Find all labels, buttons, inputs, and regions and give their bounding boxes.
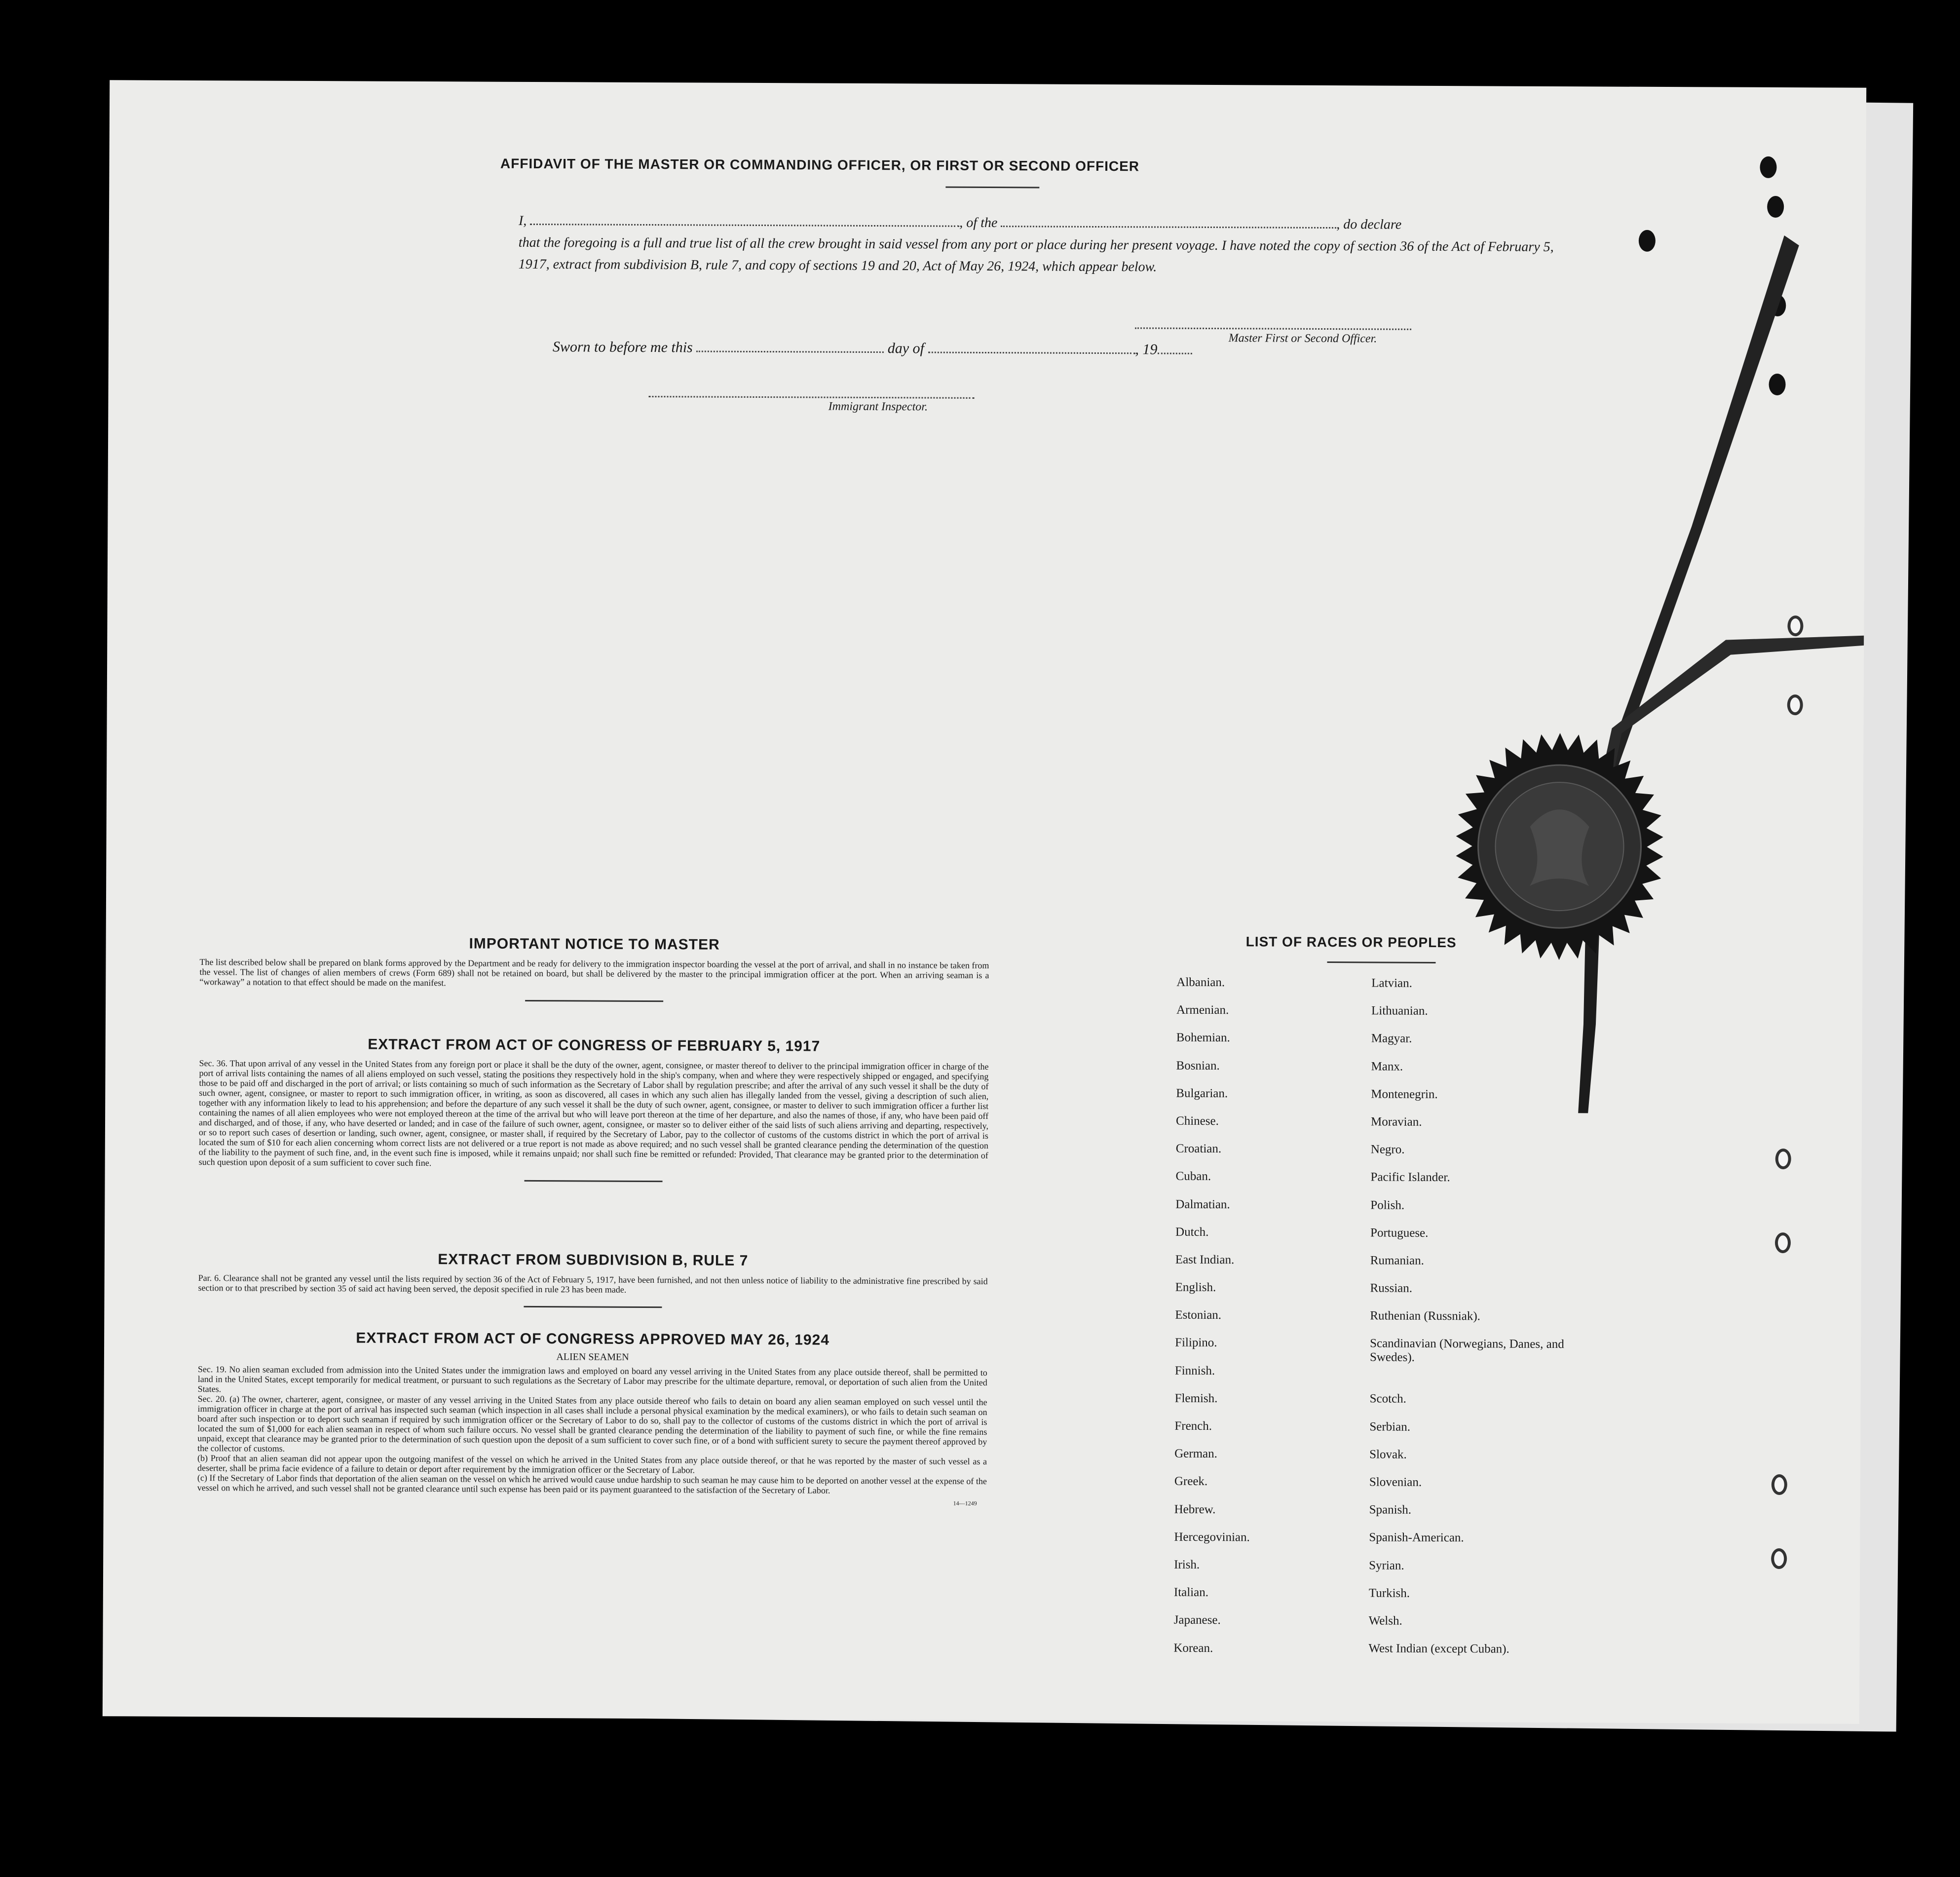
race-item: Manx. [1371, 1059, 1403, 1073]
i-label: I, [518, 213, 527, 229]
race-item: Magyar. [1371, 1032, 1412, 1046]
race-item: Bulgarian. [1176, 1086, 1228, 1100]
day-blank [696, 350, 884, 353]
notice-heading: IMPORTANT NOTICE TO MASTER [469, 935, 720, 953]
affidavit-page [103, 80, 1866, 1724]
race-item: French. [1174, 1419, 1212, 1433]
race-item: Scandinavian (Norwegians, Danes, and Swedes). [1369, 1337, 1564, 1365]
race-item: Italian. [1173, 1585, 1209, 1600]
declaration [519, 210, 1580, 280]
race-item: Korean. [1173, 1641, 1213, 1655]
race-item: Hebrew. [1174, 1502, 1216, 1516]
race-item: Japanese. [1173, 1613, 1221, 1627]
punch-hole [1767, 196, 1784, 218]
race-item: Portuguese. [1370, 1226, 1429, 1240]
month-blank [928, 351, 1135, 354]
race-item: Serbian. [1369, 1420, 1411, 1434]
race-item: Scotch. [1369, 1392, 1406, 1406]
extract-1924 [197, 1329, 988, 1507]
form-number: 14—1249 [953, 1499, 977, 1507]
race-item: Flemish. [1174, 1391, 1218, 1405]
race-item: Rumanian. [1370, 1254, 1424, 1267]
heading-divider [945, 187, 1039, 189]
race-item: Irish. [1174, 1558, 1200, 1571]
race-item: Chinese. [1176, 1114, 1219, 1128]
section-20a-text: Sec. 20. (a) The owner, charterer, agent, consignee, or master of any vessel arriving in the United States from any place outside thereof who fails to detain on board any alien seaman employed on such vessel until the immigration officer in charge at the port of arrival has inspected such seaman (which inspection in all cases shall include a personal physical examination by the medical examiners), or who fails to detain such seaman on board after such inspection or to deport such seaman if required by such immigration officer or the Secretary of Labor to do so, shall pay to the collector of customs of the customs district in which the port of arrival is located the sum of $1,000 for each alien seaman in respect of whom such failure occurs. No vessel shall be granted clearance pending the determination of the liability to payment of such fine, or while the fine remains unpaid, except that clearance may be granted prior to the determination of such question upon the deposit of a sum sufficient to cover such fine, or of a bond with sufficient surety to secure the payment thereof approved by the collector of customs. [197, 1394, 987, 1454]
race-item: Cuban. [1175, 1170, 1211, 1184]
extract-1917 [198, 1035, 988, 1194]
year-blank [1157, 353, 1192, 354]
sworn-label: Sworn to before me this [552, 339, 693, 356]
races-left-column [1173, 976, 1252, 1669]
race-item: Negro. [1370, 1143, 1405, 1156]
section-20c-text: (c) If the Secretary of Labor finds that deportation of the alien seaman on the vessel on which he arrived would cause undue hardship to such seaman he may cause him to be deported on another vessel at the expense of the vessel on which he arrived, and such vessel shall not be granted clearance until such expense has been paid or its payment guaranteed to the satisfaction of the Secretary of Labor. [197, 1473, 987, 1495]
section-20b-text: (b) Proof that an alien seaman did not appear upon the outgoing manifest of the vessel on which he arrived in the United States from any place outside thereof, or that he was reported by the master of such vessel as a deserter, shall be prima facie evidence of a failure to detain or deport after requirement by the immigration officer or the Secretary of Labor. [197, 1453, 987, 1475]
race-item: Polish. [1370, 1198, 1405, 1212]
race-item: Turkish. [1368, 1586, 1410, 1600]
inspector-signature-line [648, 396, 974, 399]
race-item: Armenian. [1176, 1003, 1229, 1017]
punch-hole [1771, 1548, 1787, 1569]
name-blank [530, 224, 959, 227]
race-item: Lithuanian. [1371, 1004, 1428, 1018]
punch-hole [1775, 1232, 1791, 1253]
race-item: Dalmatian. [1175, 1197, 1230, 1211]
race-item: Estonian. [1175, 1308, 1222, 1322]
section-19-text: Sec. 19. No alien seaman excluded from admission into the United States under the immigration laws and employed on board any vessel arriving in the United States from any place outside thereof, shall be permitted to land in the United States, except temporarily for medical treatment, or pursuant to such regulations as the Secretary of Labor may prescribe for the ultimate departure, removal, or deportation of such alien from the United States. [197, 1364, 987, 1394]
race-item: West Indian (except Cuban). [1368, 1642, 1509, 1656]
ribbon-icon [1487, 234, 1866, 1173]
vessel-blank [1001, 226, 1336, 229]
race-item: Spanish. [1369, 1503, 1412, 1517]
section-divider [525, 1180, 663, 1182]
race-item: Russian. [1370, 1281, 1413, 1295]
race-item: Albanian. [1176, 975, 1225, 990]
race-item: Finnish. [1174, 1364, 1215, 1378]
punch-hole [1772, 1474, 1787, 1495]
master-signature-line [1135, 327, 1411, 330]
race-item: Slovak. [1369, 1448, 1407, 1461]
race-item: Ruthenian (Russniak). [1370, 1309, 1480, 1323]
race-item: English. [1175, 1280, 1216, 1295]
race-item: Syrian. [1369, 1558, 1404, 1572]
notice-body: The list described below shall be prepared on blank forms approved by the Department and be ready for delivery to the immigration inspector boarding the vessel at the port of arrival, and shall in no instance be taken from the vessel. The list of changes of alien members of crews (Form 689) shall not be retained on board, but shall be delivered by the master to the principal immigration officer at the port. When an arriving seaman is a “workaway” a notation to that effect should be made on the manifest. [199, 957, 989, 988]
race-item: Moravian. [1371, 1115, 1422, 1129]
races-heading: LIST OF RACES OR PEOPLES [1245, 934, 1457, 951]
of-the-label: , of the [959, 215, 998, 231]
do-declare-label: , do declare [1336, 217, 1402, 232]
race-item: Welsh. [1368, 1614, 1402, 1628]
rule-7-body: Par. 6. Clearance shall not be granted any vessel until the lists required by section 36 of the Act of February 5, 1917, have been furnished, and not then unless notice of liability to the administrative fine prescribed by said section or to that prescribed by section 35 of said act having been served, the deposit specified in rule 23 has been made. [198, 1273, 988, 1295]
section-divider [524, 1306, 662, 1308]
declaration-body: that the foregoing is a full and true list of all the crew brought in said vessel from any port or place during her present voyage. I have noted the copy of section 36 of the Act of February 5, 1917, extract from subdivision B, rule 7, and copy of sections 19 and 20, Act of May 26, 1924, which appear below. [518, 234, 1554, 275]
race-item: Latvian. [1371, 976, 1412, 990]
sworn-line [553, 339, 1192, 358]
extract-rule-7 [198, 1250, 988, 1320]
race-item: Croatian. [1175, 1142, 1222, 1156]
affidavit-heading: AFFIDAVIT OF THE MASTER OR COMMANDING OFFICER, OR FIRST OR SECOND OFFICER [500, 155, 1140, 174]
race-item: German. [1174, 1447, 1217, 1461]
year-prefix: , 19 [1135, 341, 1158, 358]
extract-1924-heading: EXTRACT FROM ACT OF CONGRESS APPROVED MAY 26, 1924 [356, 1330, 830, 1348]
race-item: Pacific Islander. [1370, 1170, 1450, 1185]
races-divider [1327, 961, 1435, 963]
section-divider [525, 1000, 663, 1002]
race-item: Slovenian. [1369, 1475, 1422, 1489]
inspector-signature-label: Immigrant Inspector. [828, 400, 928, 414]
day-of-label: day of [887, 340, 924, 357]
race-item: Filipino. [1175, 1336, 1217, 1350]
important-notice [199, 934, 989, 1014]
master-signature-label: Master First or Second Officer. [1228, 332, 1377, 345]
race-item: Bosnian. [1176, 1059, 1220, 1073]
race-item: East Indian. [1175, 1253, 1235, 1267]
race-item: Bohemian. [1176, 1031, 1230, 1045]
extract-1917-body: Sec. 36. That upon arrival of any vessel in the United States from any foreign port or place it shall be the duty of the owner, agent, consignee, or master thereof to deliver to the principal immigration officer in charge of the port of arrival lists containing the names of all aliens employed on such vessel, stating the positions they respectively hold in the ship's company, when and where they were respectively shipped or engaged, and specifying those to be paid off and discharged in the port of arrival; or lists containing so much of such information as the Secretary of Labor shall by regulation prescribe; and after the arrival of any such vessel it shall be the duty of such owner, agent, consignee, or master to report to such immigration officer, in writing, as soon as discovered, all cases in which any such alien has illegally landed from the vessel, giving a description of such alien, together with any information likely to lead to his apprehension; and before the departure of any such vessel it shall be the duty of such owner, agent, consignee, or master to deliver to such immigration officer a further list containing the names of all alien employees who were not employed thereon at the time of the arrival but who will leave port thereon at the time of her departure, and also the names of those, if any, who have been paid off and discharged, and of those, if any, who have deserted or landed; and in case of the failure of such owner, agent, consignee, or master so to deliver either of the said lists of such aliens arriving and departing, respectively, or so to report such cases of desertion or landing, such owner, agent, consignee, or master shall, if required by the Secretary of Labor, pay to the collector of customs of the customs district in which the port of arrival is located the sum of $10 for each alien concerning whom correct lists are not delivered or a true report is not made as above required; and no such vessel shall be granted clearance pending the determination of the question of the liability to the payment of such fine, and, in the event such fine is imposed, while it remains unpaid; nor shall such fine be remitted or refunded: Provided, That clearance may be granted prior to the determination of such question upon deposit of a sum sufficient to cover such fine. [198, 1058, 989, 1168]
extract-1917-heading: EXTRACT FROM ACT OF CONGRESS OF FEBRUARY 5, 1917 [368, 1036, 821, 1055]
race-item: Hercegovinian. [1174, 1530, 1250, 1544]
seal-icon [1446, 732, 1674, 960]
race-item: Dutch. [1175, 1225, 1209, 1239]
race-item: Greek. [1174, 1475, 1208, 1489]
race-item: Spanish-American. [1369, 1531, 1464, 1545]
rule-7-heading: EXTRACT FROM SUBDIVISION B, RULE 7 [438, 1251, 749, 1269]
alien-seamen-subheading: ALIEN SEAMEN [556, 1351, 629, 1363]
race-item: Montenegrin. [1371, 1087, 1438, 1101]
punch-hole [1760, 156, 1776, 178]
